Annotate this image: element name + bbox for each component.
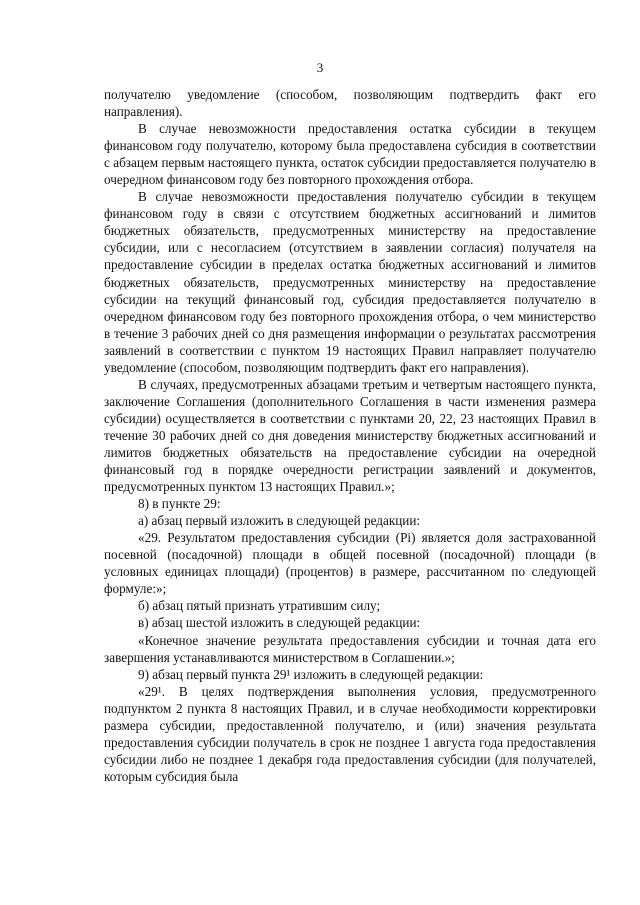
paragraph-clause-29-1: «29¹. В целях подтверждения выполнения условия, предусмотренного подпунктом 2 пункта 8 настоящих Правил, и в случае необходимости корректировки размера субсидии, предоставленной получателю, и (или) значения результата предоставления субсидии получатель в срок не позднее 1 августа года предоставления субсидии либо не позднее 1 декабря года предоставления субсидии (для получателей, которым субсидия была — [104, 683, 596, 784]
paragraph-final-value: «Конечное значение результата предоставления субсидии и точная дата его завершения устанавливаются министерством в Соглашении.»; — [104, 632, 596, 665]
item-9: 9) абзац первый пункта 29¹ изложить в следующей редакции: — [138, 666, 484, 682]
subitem-8c: в) абзац шестой изложить в следующей редакции: — [138, 615, 421, 631]
paragraph-agreement-conclusion: В случаях, предусмотренных абзацами третьим и четвертым настоящего пункта, заключение Соглашения (дополнительного Соглашения в части изменения размера субсидии) осуществляется в соответствии с пунктами 20, 22, 23 настоящих Правил в течение 30 рабочих дней со дня доведения министерству бюджетных ассигнований и лимитов бюджетных обязательств на предоставление субсидии на очередной финансовый год в порядке очередности регистрации заявлений и документов, предусмотренных пунктом 13 настоящих Правил.»; — [104, 376, 596, 495]
paragraph-clause-29: «29. Результатом предоставления субсидии (Pi) является доля застрахованной посевной (посадочной) площади в общей посевной (посадочной) площади (в условных единицах площади) (процентов) в размере, рассчитанном по следующей формуле:»; — [104, 530, 596, 597]
paragraph-continuation: получателю уведомление (способом, позволяющим подтвердить факт его направления). — [104, 87, 596, 120]
paragraph-no-budget-case: В случае невозможности предоставления получателю субсидии в текущем финансовом году в связи с отсутствием бюджетных ассигнований и лимитов бюджетных обязательств, предусмотренных министерству на предоставление субсидии, или с несогласием (отсутствием в заявлении согласия) получателя на предоставление субсидии в пределах остатка бюджетных ассигнований и лимитов бюджетных обязательств, предусмотренных министерству на предоставление субсидии на текущий финансовый год, субсидия предоставляется получателю в очередном финансовом году без повторного прохождения отбора, о чем министерство в течение 3 рабочих дней со дня размещения информации о результатах рассмотрения заявлений в соответствии с пунктом 19 настоящих Правил направляет получателю уведомление (способом, позволяющим подтвердить факт его направления). — [104, 189, 596, 375]
paragraph-remainder-next-year: В случае невозможности предоставления остатка субсидии в текущем финансовом году получателю, которому была предоставлена субсидия в соответствии с абзацем первым настоящего пункта, остаток субсидии предоставляется получателю в очередном финансовом году без повторного прохождения отбора. — [104, 121, 596, 188]
subitem-8a: а) абзац первый изложить в следующей редакции: — [138, 513, 421, 529]
subitem-8b: б) абзац пятый признать утратившим силу; — [138, 598, 381, 614]
page-number: 3 — [316, 60, 324, 75]
item-8: 8) в пункте 29: — [138, 496, 221, 512]
document-body — [104, 86, 596, 785]
